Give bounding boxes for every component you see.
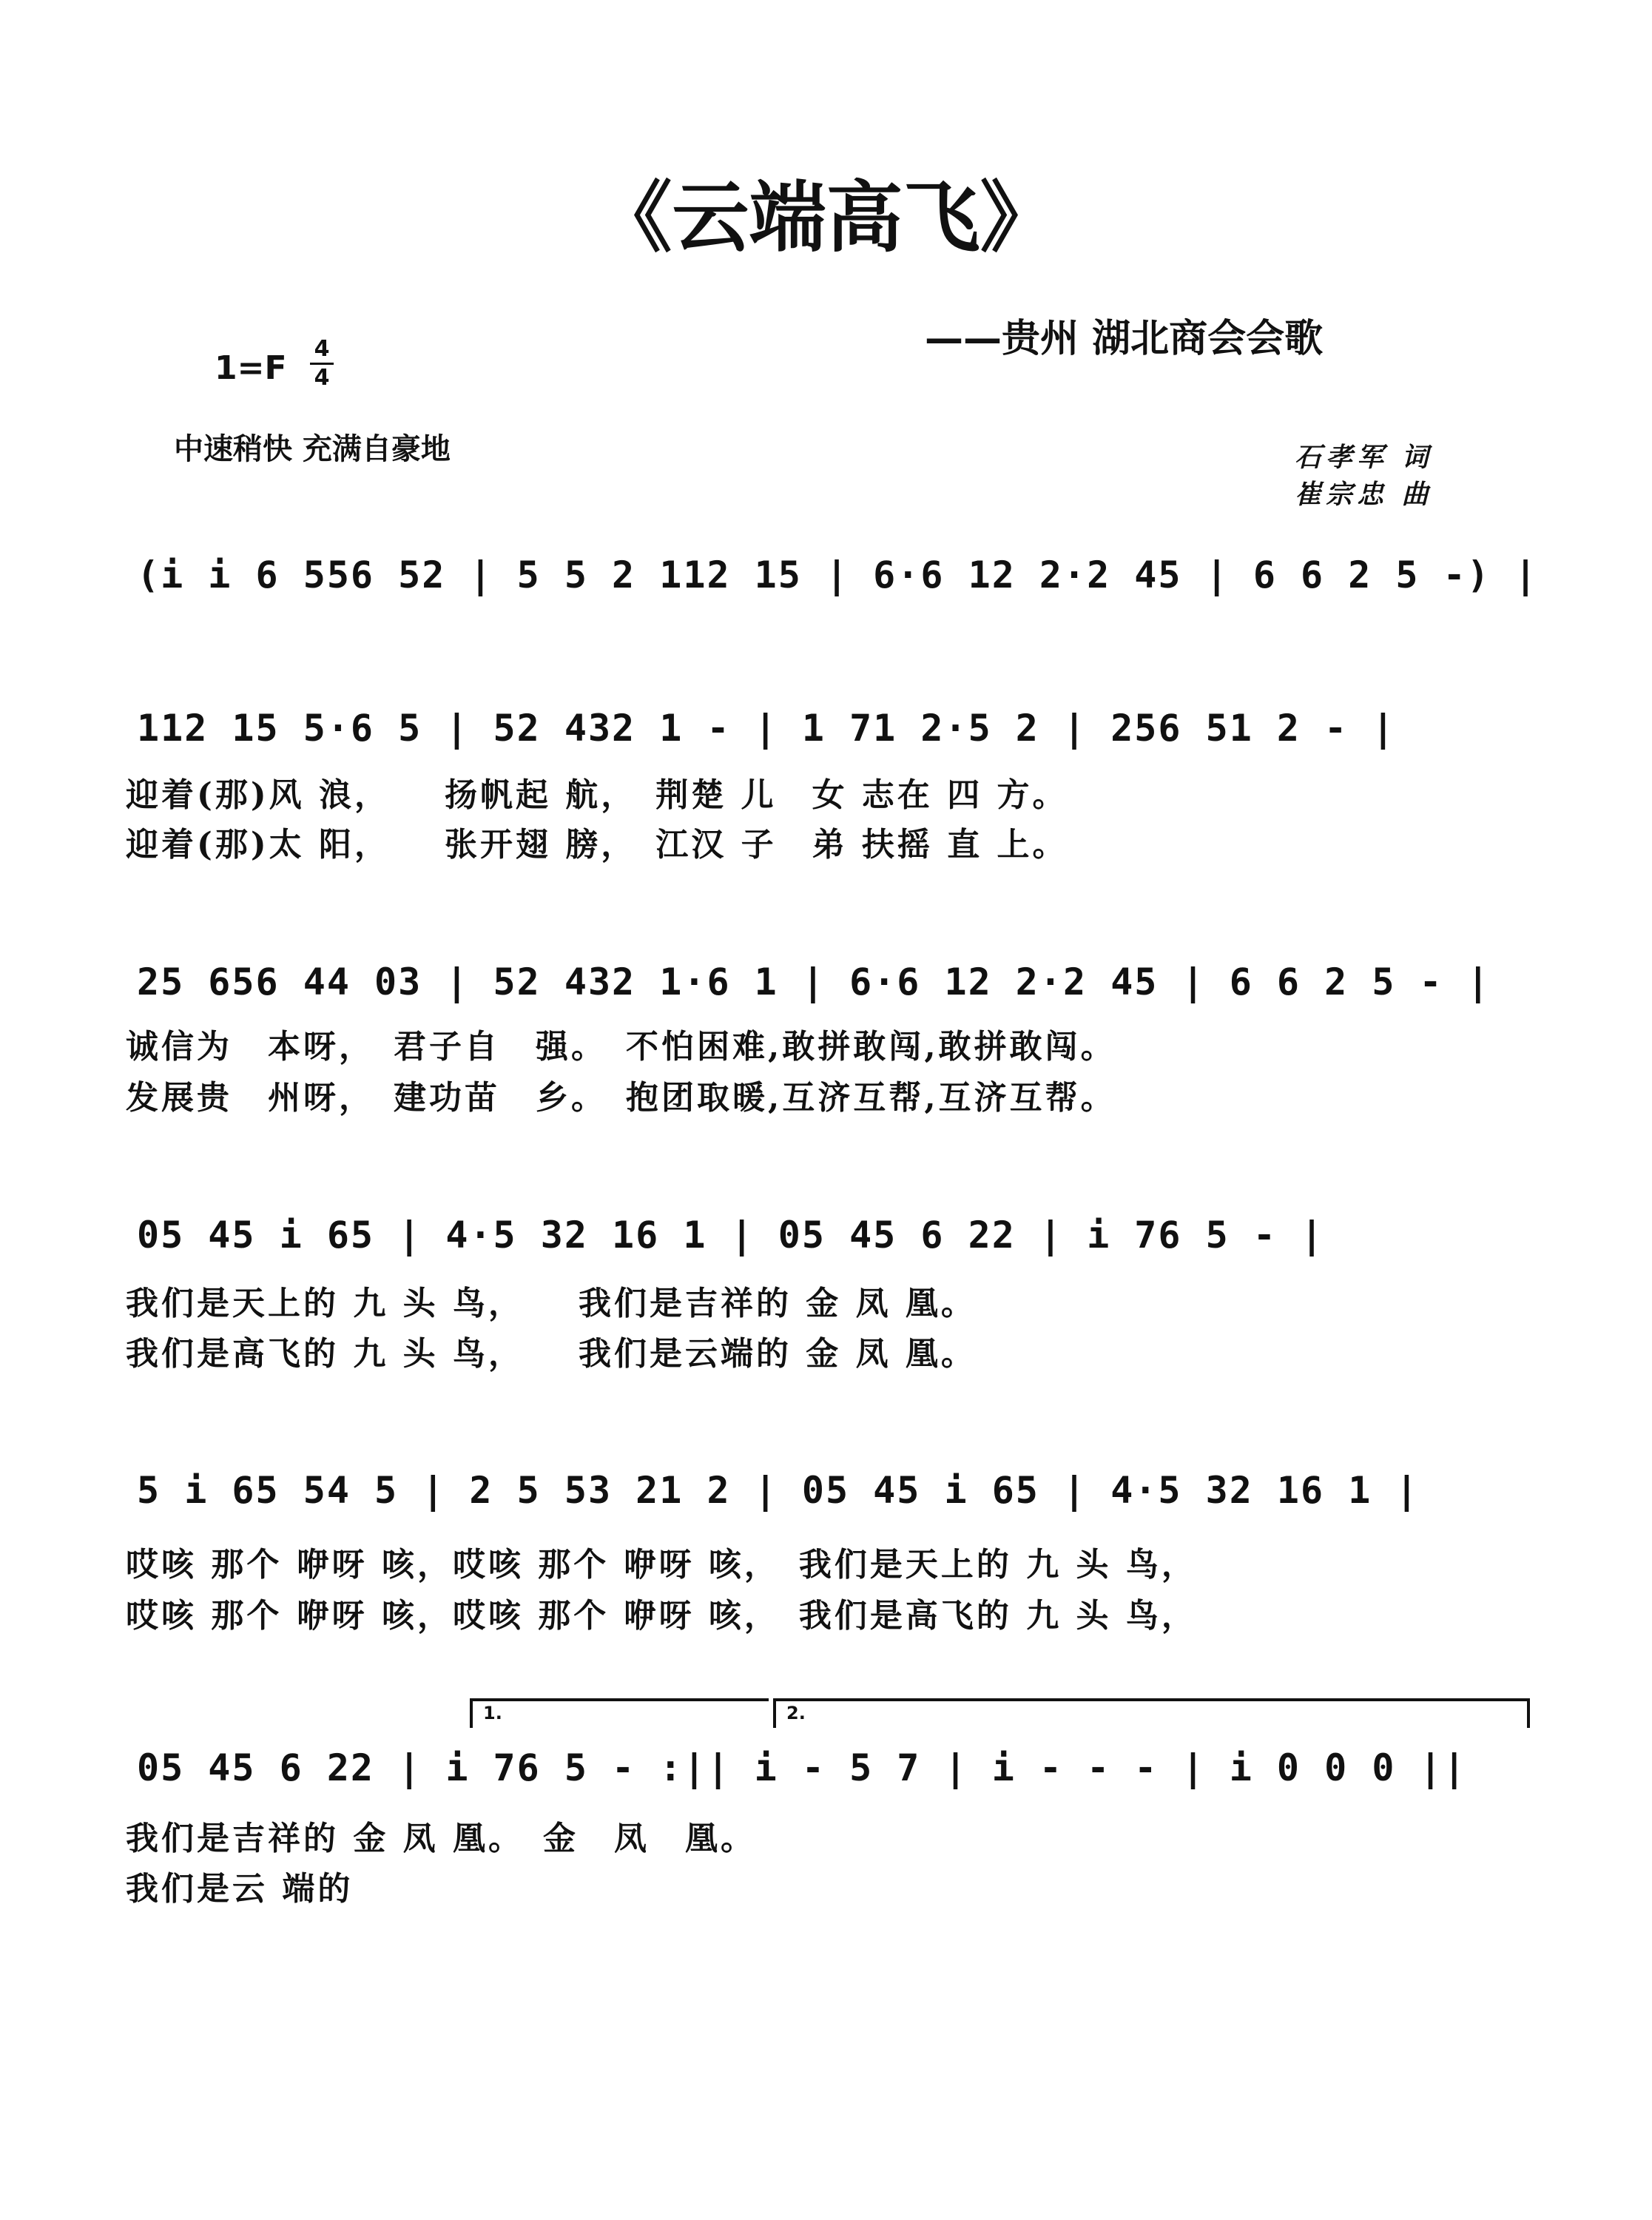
first-ending-label: 1. [483, 1703, 502, 1723]
notation-line-6: 05 45 6 22 | i 76 5 - :|| i - 5 7 | i - - - | i 0 0 0 || [137, 1746, 1467, 1789]
notation-line-5: 5 i 65 54 5 | 2 5 53 21 2 | 05 45 i 65 | 4·5 32 16 1 | [137, 1469, 1420, 1512]
lyric-line-6-verse-2: 我们是云 端的 [126, 1870, 354, 1908]
notation-line-1: (i i 6 556 52 | 5 5 2 112 15 | 6·6 12 2·2 45 | 6 6 2 5 -) | [137, 554, 1539, 596]
song-subtitle: ——贵州 湖北商会会歌 [925, 317, 1324, 361]
lyric-line-5-verse-1: 哎咳 那个 咿呀 咳，哎咳 那个 咿呀 咳， 我们是天上的 九 头 鸟， [126, 1546, 1197, 1584]
composer-credit: 崔宗忠 曲 [1295, 479, 1433, 510]
lyric-line-2-verse-2: 迎着(那)太 阳， 张开翅 膀， 江汉 子 弟 扶摇 直 上。 [126, 826, 1068, 864]
tempo-marking: 中速稍快 充满自豪地 [174, 432, 451, 466]
time-signature-top: 4 [314, 336, 330, 362]
lyric-line-2-verse-1: 迎着(那)风 浪， 扬帆起 航， 荆楚 儿 女 志在 四 方。 [126, 776, 1068, 814]
song-title: 《云端高飞》 [595, 172, 1057, 263]
key-signature: 1=F [215, 349, 287, 387]
notation-line-4: 05 45 i 65 | 4·5 32 16 1 | 05 45 6 22 | i 76 5 - | [137, 1214, 1325, 1257]
first-ending-bracket [470, 1698, 769, 1728]
notation-line-2: 112 15 5·6 5 | 52 432 1 - | 1 71 2·5 2 | 256 51 2 - | [137, 707, 1396, 750]
lyricist-credit: 石孝军 词 [1295, 442, 1433, 473]
lyric-line-4-verse-2: 我们是高飞的 九 头 鸟， 我们是云端的 金 凤 凰。 [126, 1335, 977, 1373]
second-ending-label: 2. [786, 1703, 806, 1723]
lyric-line-3-verse-1: 诚信为 本呀， 君子自 强。 不怕困难,敢拼敢闯,敢拼敢闯。 [126, 1028, 1116, 1066]
lyric-line-3-verse-2: 发展贵 州呀， 建功苗 乡。 抱团取暖,互济互帮,互济互帮。 [126, 1079, 1116, 1117]
second-ending-bracket [773, 1698, 1530, 1728]
lyric-line-4-verse-1: 我们是天上的 九 头 鸟， 我们是吉祥的 金 凤 凰。 [126, 1285, 977, 1322]
lyric-line-5-verse-2: 哎咳 那个 咿呀 咳，哎咳 那个 咿呀 咳， 我们是高飞的 九 头 鸟， [126, 1597, 1197, 1635]
time-signature [307, 337, 337, 391]
lyric-line-6-verse-1: 我们是吉祥的 金 凤 凰。 金 凤 凰。 [126, 1820, 756, 1857]
time-signature-bottom: 4 [314, 365, 330, 391]
notation-line-3: 25 656 44 03 | 52 432 1·6 1 | 6·6 12 2·2 45 | 6 6 2 5 - | [137, 961, 1491, 1003]
